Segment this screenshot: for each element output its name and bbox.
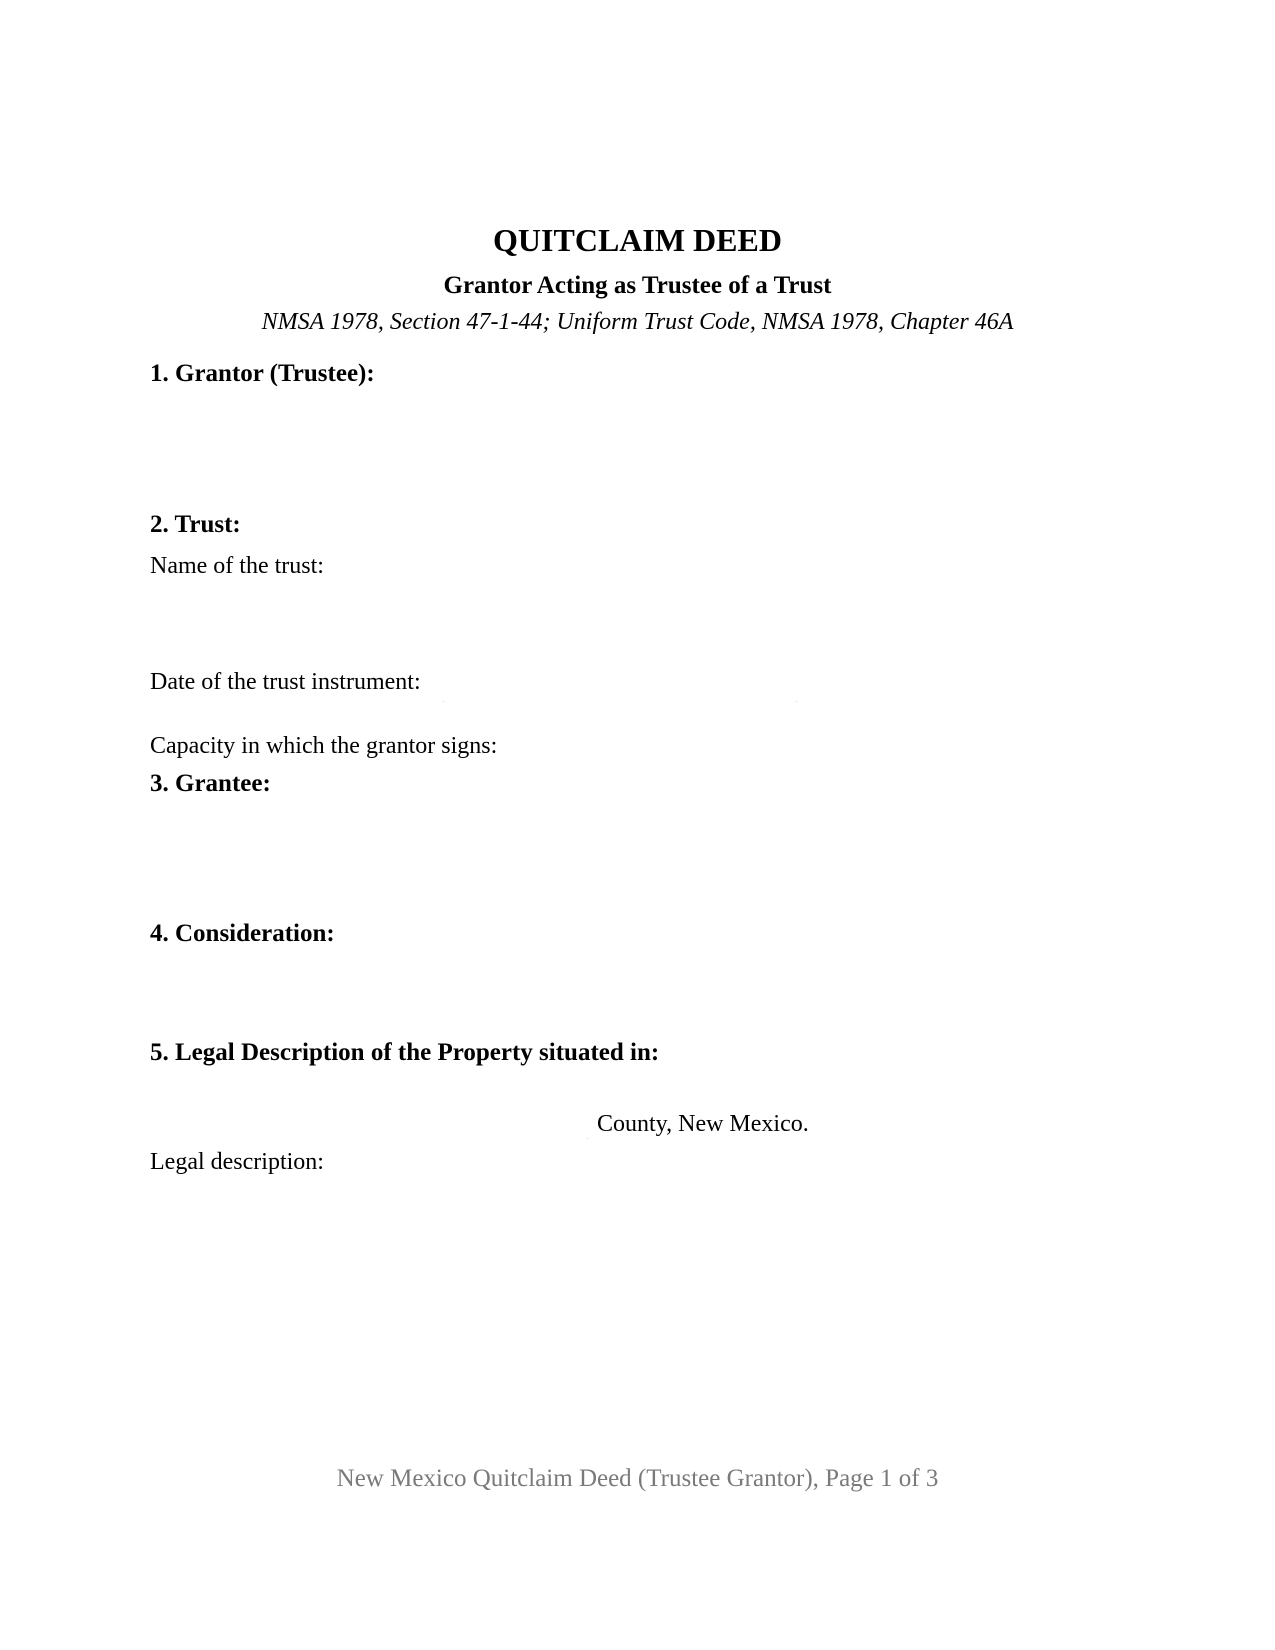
trust-name-label: Name of the trust: — [150, 553, 324, 579]
property-heading: 5. Legal Description of the Property situated in: — [150, 1039, 660, 1066]
scan-fleck — [443, 701, 444, 702]
legal-description-label: Legal description: — [150, 1149, 324, 1175]
grantee-heading: 3. Grantee: — [150, 770, 271, 797]
trust-heading: 2. Trust: — [150, 511, 241, 538]
grantor-heading: 1. Grantor (Trustee): — [150, 360, 375, 387]
statute-citation: NMSA 1978, Section 47-1-44; Uniform Trust Code, NMSA 1978, Chapter 46A — [261, 309, 1014, 335]
scan-fleck — [587, 1138, 588, 1139]
document-title: QUITCLAIM DEED — [493, 222, 782, 258]
scan-fleck — [796, 701, 797, 702]
county-suffix: County, New Mexico. — [597, 1111, 809, 1137]
grantor-capacity-label: Capacity in which the grantor signs: — [150, 733, 498, 759]
trust-date-label: Date of the trust instrument: — [150, 669, 421, 695]
consideration-heading: 4. Consideration: — [150, 920, 335, 947]
document-subtitle: Grantor Acting as Trustee of a Trust — [443, 272, 832, 299]
page-footer: New Mexico Quitclaim Deed (Trustee Grantor), Page 1 of 3 — [336, 1465, 939, 1492]
